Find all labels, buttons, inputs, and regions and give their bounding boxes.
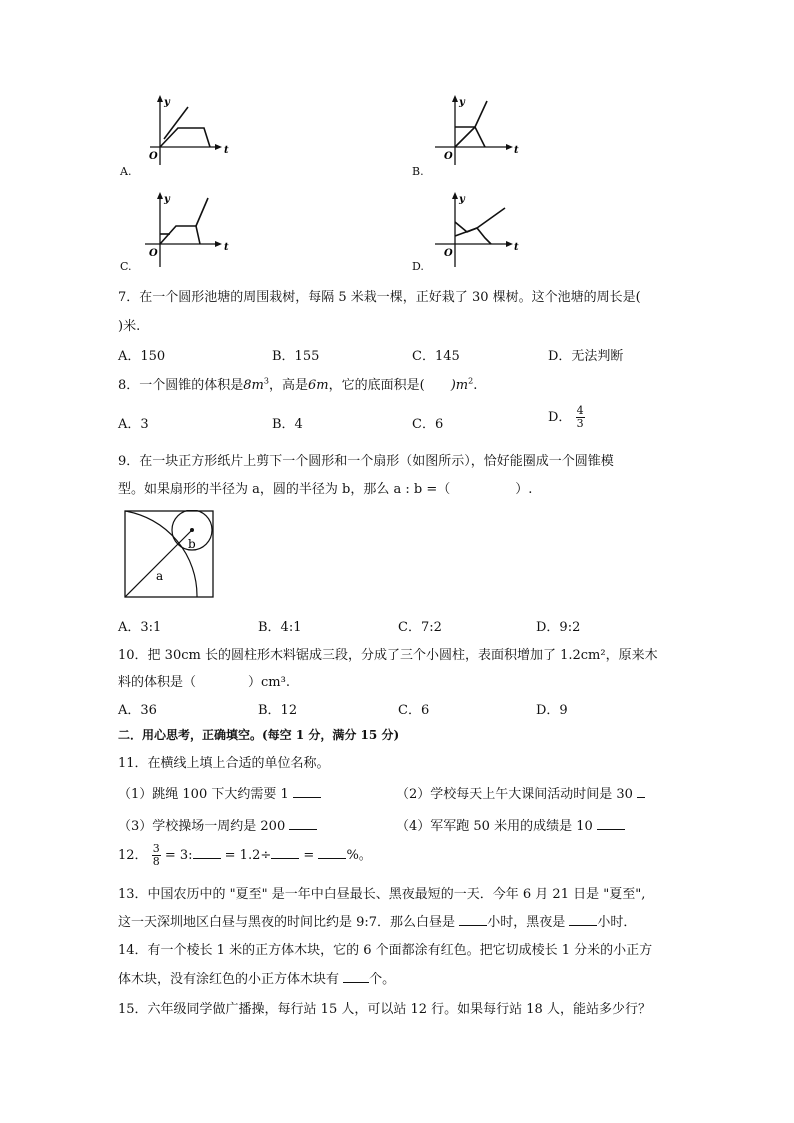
q14-line1: 14．有一个棱长 1 米的正方体木块，它的 6 个面都涂有红色。把它切成棱长 1 分米的小正方: [118, 943, 653, 958]
y-axis-label: y: [459, 194, 465, 205]
q11-item-1: （1）跳绳 100 下大约需要 1: [118, 783, 321, 802]
graph-d: [435, 192, 530, 267]
blank[interactable]: [459, 925, 487, 926]
label-b: b: [188, 537, 196, 551]
blank[interactable]: [597, 829, 625, 830]
blank[interactable]: [637, 797, 645, 798]
q9-option-a[interactable]: A．3:1: [118, 620, 162, 635]
graph-a-letter: A.: [120, 165, 132, 178]
q8-option-c[interactable]: C．6: [412, 417, 444, 432]
q11-item-2: （2）学校每天上午大课间活动时间是 30: [396, 783, 645, 802]
blank[interactable]: [569, 925, 597, 926]
q12-fraction: $\frac{3}{8}$: [152, 842, 160, 868]
q9-line1: 9．在一块正方形纸片上剪下一个圆形和一个扇形（如图所示），恰好能圈成一个圆锥模: [118, 454, 614, 469]
q9-square-figure: [124, 510, 216, 600]
origin-label: O: [149, 248, 158, 259]
graph-a: [140, 95, 235, 165]
graph-b-letter: B.: [412, 165, 424, 178]
graph-b: [435, 95, 530, 165]
q7-option-d[interactable]: D．无法判断: [548, 349, 624, 364]
q8-stem: 8．一个圆锥的体积是$8m^3$，高是6m，它的底面积是( )$m^2$.: [118, 376, 478, 393]
q11-stem: 11．在横线上填上合适的单位名称。: [118, 756, 330, 771]
q9-option-d[interactable]: D．9:2: [536, 620, 581, 635]
q10-option-d[interactable]: D．9: [536, 703, 568, 718]
q9-option-c[interactable]: C．7:2: [398, 620, 442, 635]
q10-option-b[interactable]: B．12: [258, 703, 298, 718]
q11-item-3: （3）学校操场一周约是 200: [118, 815, 317, 834]
q15-line1: 15．六年级同学做广播操，每行站 15 人，可以站 12 行。如果每行站 18 人，能站多少行？: [118, 1002, 651, 1017]
y-axis-label: y: [164, 97, 170, 108]
x-axis-label: t: [514, 145, 519, 156]
q10-line1: 10．把 30cm 长的圆柱形木料锯成三段，分成了三个小圆柱，表面积增加了 1.2cm²，原来木: [118, 648, 658, 663]
origin-label: O: [149, 151, 158, 162]
q7-line1: 7．在一个圆形池塘的周围栽树，每隔 5 米栽一棵，正好栽了 30 棵树。这个池塘的周长是(: [118, 290, 641, 305]
blank[interactable]: [289, 829, 317, 830]
x-axis-label: t: [224, 242, 229, 253]
q12-stem: 12． $\frac{3}{8}$ = 3: = 1.2÷ = %。: [118, 842, 372, 868]
label-a: a: [156, 569, 164, 583]
blank[interactable]: [293, 797, 321, 798]
q7-line2: )米.: [118, 319, 141, 334]
graph-c: [140, 192, 235, 267]
x-axis-label: t: [224, 145, 229, 156]
blank[interactable]: [193, 858, 221, 859]
origin-label: O: [444, 248, 453, 259]
q9-line2: 型。如果扇形的半径为 a，圆的半径为 b，那么 a : b =（ ）.: [118, 482, 533, 497]
blank[interactable]: [343, 982, 369, 983]
q8-option-a[interactable]: A．3: [118, 417, 149, 432]
q9-option-b[interactable]: B．4:1: [258, 620, 302, 635]
q7-option-c[interactable]: C．145: [412, 349, 460, 364]
q13-line1: 13．中国农历中的 "夏至" 是一年中白昼最长、黑夜最短的一天．今年 6 月 21 日是 "夏至",: [118, 887, 646, 902]
graph-d-letter: D.: [412, 260, 424, 273]
q13-line2: 这一天深圳地区白昼与黑夜的时间比约是 9:7．那么白昼是 小时，黑夜是 小时．: [118, 915, 637, 930]
blank[interactable]: [318, 858, 346, 859]
blank[interactable]: [271, 858, 299, 859]
section-2-heading: 二．用心思考，正确填空。(每空 1 分，满分 15 分): [118, 728, 400, 742]
q10-line2: 料的体积是（ ）cm³.: [118, 675, 290, 690]
q14-line2: 体木块，没有涂红色的小正方体木块有 个。: [118, 972, 396, 987]
x-axis-label: t: [514, 242, 519, 253]
q7-option-b[interactable]: B．155: [272, 349, 320, 364]
q10-option-c[interactable]: C．6: [398, 703, 430, 718]
q8-option-d[interactable]: D． $\frac{4}{3}$: [548, 404, 584, 430]
graph-c-letter: C.: [120, 260, 132, 273]
q7-option-a[interactable]: A．150: [118, 349, 166, 364]
y-axis-label: y: [164, 194, 170, 205]
origin-label: O: [444, 151, 453, 162]
q10-option-a[interactable]: A．36: [118, 703, 157, 718]
q11-item-4: （4）军军跑 50 米用的成绩是 10: [396, 815, 625, 834]
q8-option-d-fraction: $\frac{4}{3}$: [576, 404, 584, 430]
q8-option-b[interactable]: B．4: [272, 417, 303, 432]
y-axis-label: y: [459, 97, 465, 108]
